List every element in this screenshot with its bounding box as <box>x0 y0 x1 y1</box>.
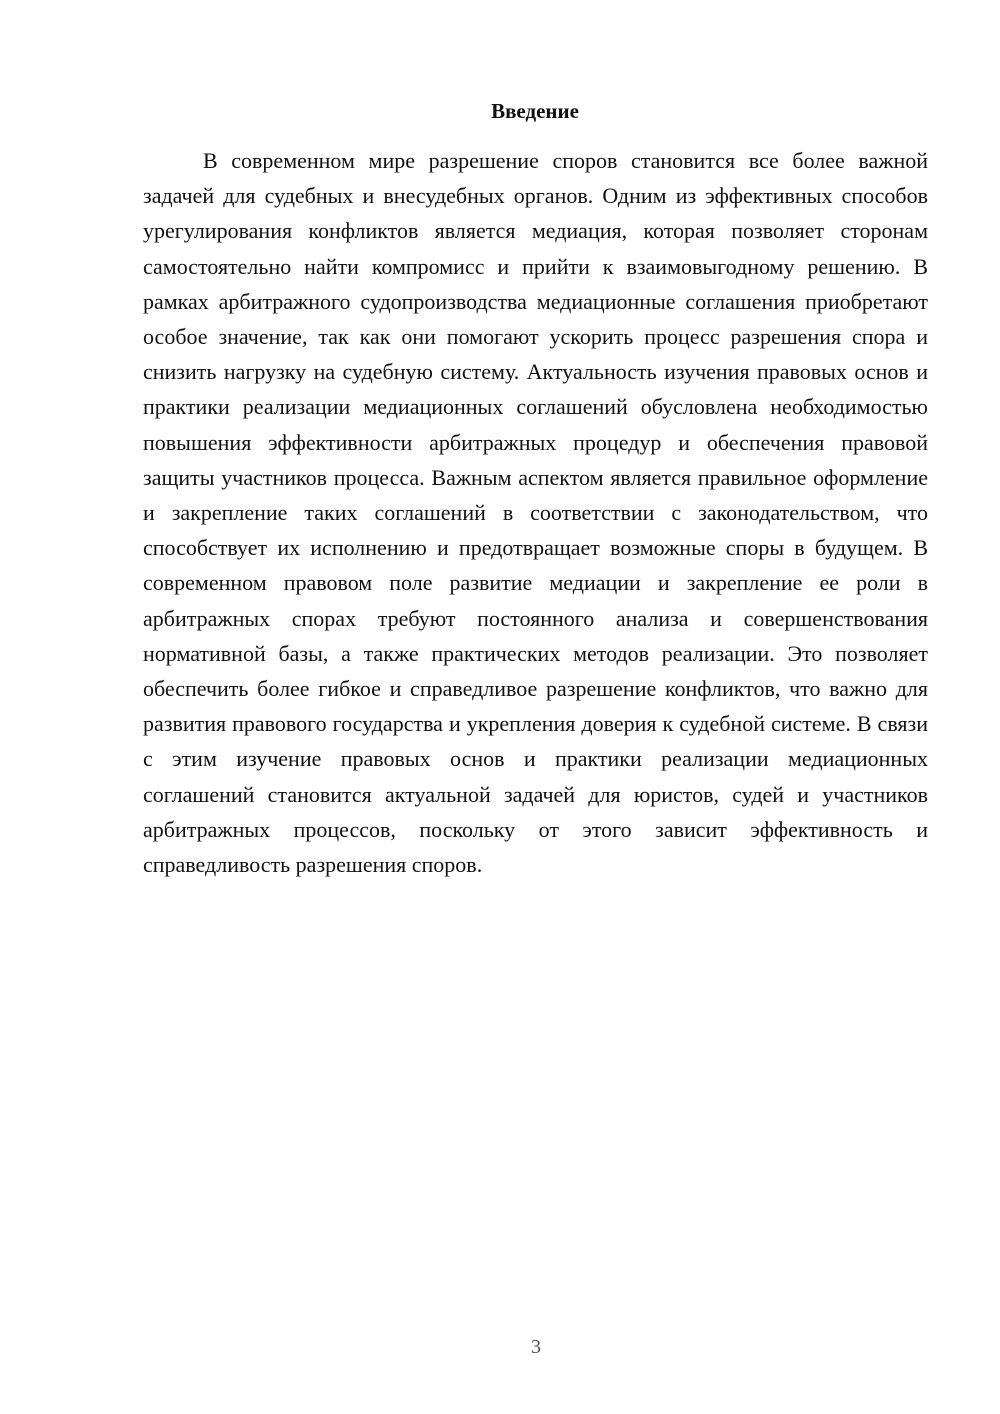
section-title: Введение <box>491 99 579 123</box>
page-number: 3 <box>531 1336 541 1358</box>
body-paragraph: В современном мире разрешение споров становится все более важной задачей для судебных и внесудебных органов. Одним из эффективных способов урегулирования конфликтов является медиация, которая позволяет сторонам самостоятельно найти компромисс и прийти к взаимовыгодному решению. В рамках арбитражного судопроизводства медиационные соглашения приобретают особое значение, так как они помогают ускорить процесс разрешения спора и снизить нагрузку на судебную систему. Актуальность изучения правовых основ и практики реализации медиационных соглашений обусловлена необходимостью повышения эффективности арбитражных процедур и обеспечения правовой защиты участников процесса. Важным аспектом является правильное оформление и закрепление таких соглашений в соответствии с законодательством, что способствует их исполнению и предотвращает возможные споры в будущем. В современном правовом поле развитие медиации и закрепление ее роли в арбитражных спорах требуют постоянного анализа и совершенствования нормативной базы, а также практических методов реализации. Это позволяет обеспечить более гибкое и справедливое разрешение конфликтов, что важно для развития правового государства и укрепления доверия к судебной системе. В связи с этим изучение правовых основ и практики реализации медиационных соглашений становится актуальной задачей для юристов, судей и участников арбитражных процессов, поскольку от этого зависит эффективность и справедливость разрешения споров. <box>143 148 928 878</box>
